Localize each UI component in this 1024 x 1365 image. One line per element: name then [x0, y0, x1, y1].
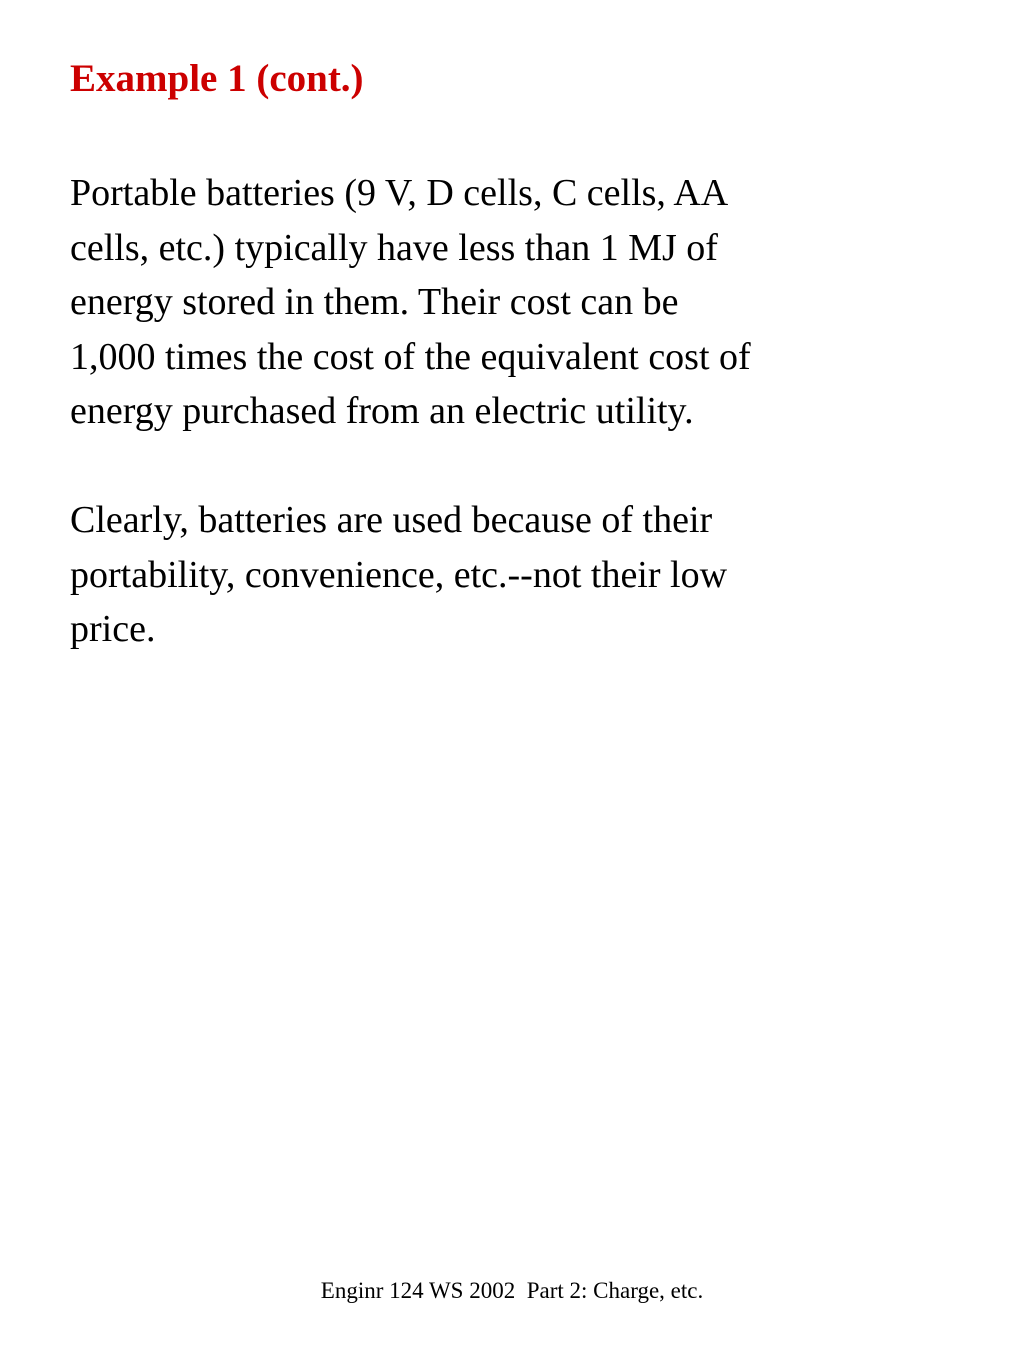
slide-footer: Enginr 124 WS 2002 Part 2: Charge, etc. — [320, 1278, 704, 1303]
paragraph-batteries-portability — [70, 493, 950, 657]
paragraph-batteries-energy — [70, 166, 950, 439]
paragraph-line: Portable batteries (9 V, D cells, C cells, AA — [70, 172, 729, 214]
paragraph-line: Clearly, batteries are used because of their — [70, 499, 713, 541]
paragraph-line: 1,000 times the cost of the equivalent cost of — [70, 335, 751, 378]
paragraph-line: energy purchased from an electric utility. — [70, 390, 694, 432]
paragraph-line: cells, etc.) typically have less than 1 MJ of — [70, 226, 718, 269]
paragraph-line: price. — [70, 608, 156, 650]
paragraph-line: energy stored in them. Their cost can be — [70, 281, 679, 323]
paragraph-line: portability, convenience, etc.--not their low — [70, 553, 728, 596]
slide-title: Example 1 (cont.) — [70, 57, 364, 100]
